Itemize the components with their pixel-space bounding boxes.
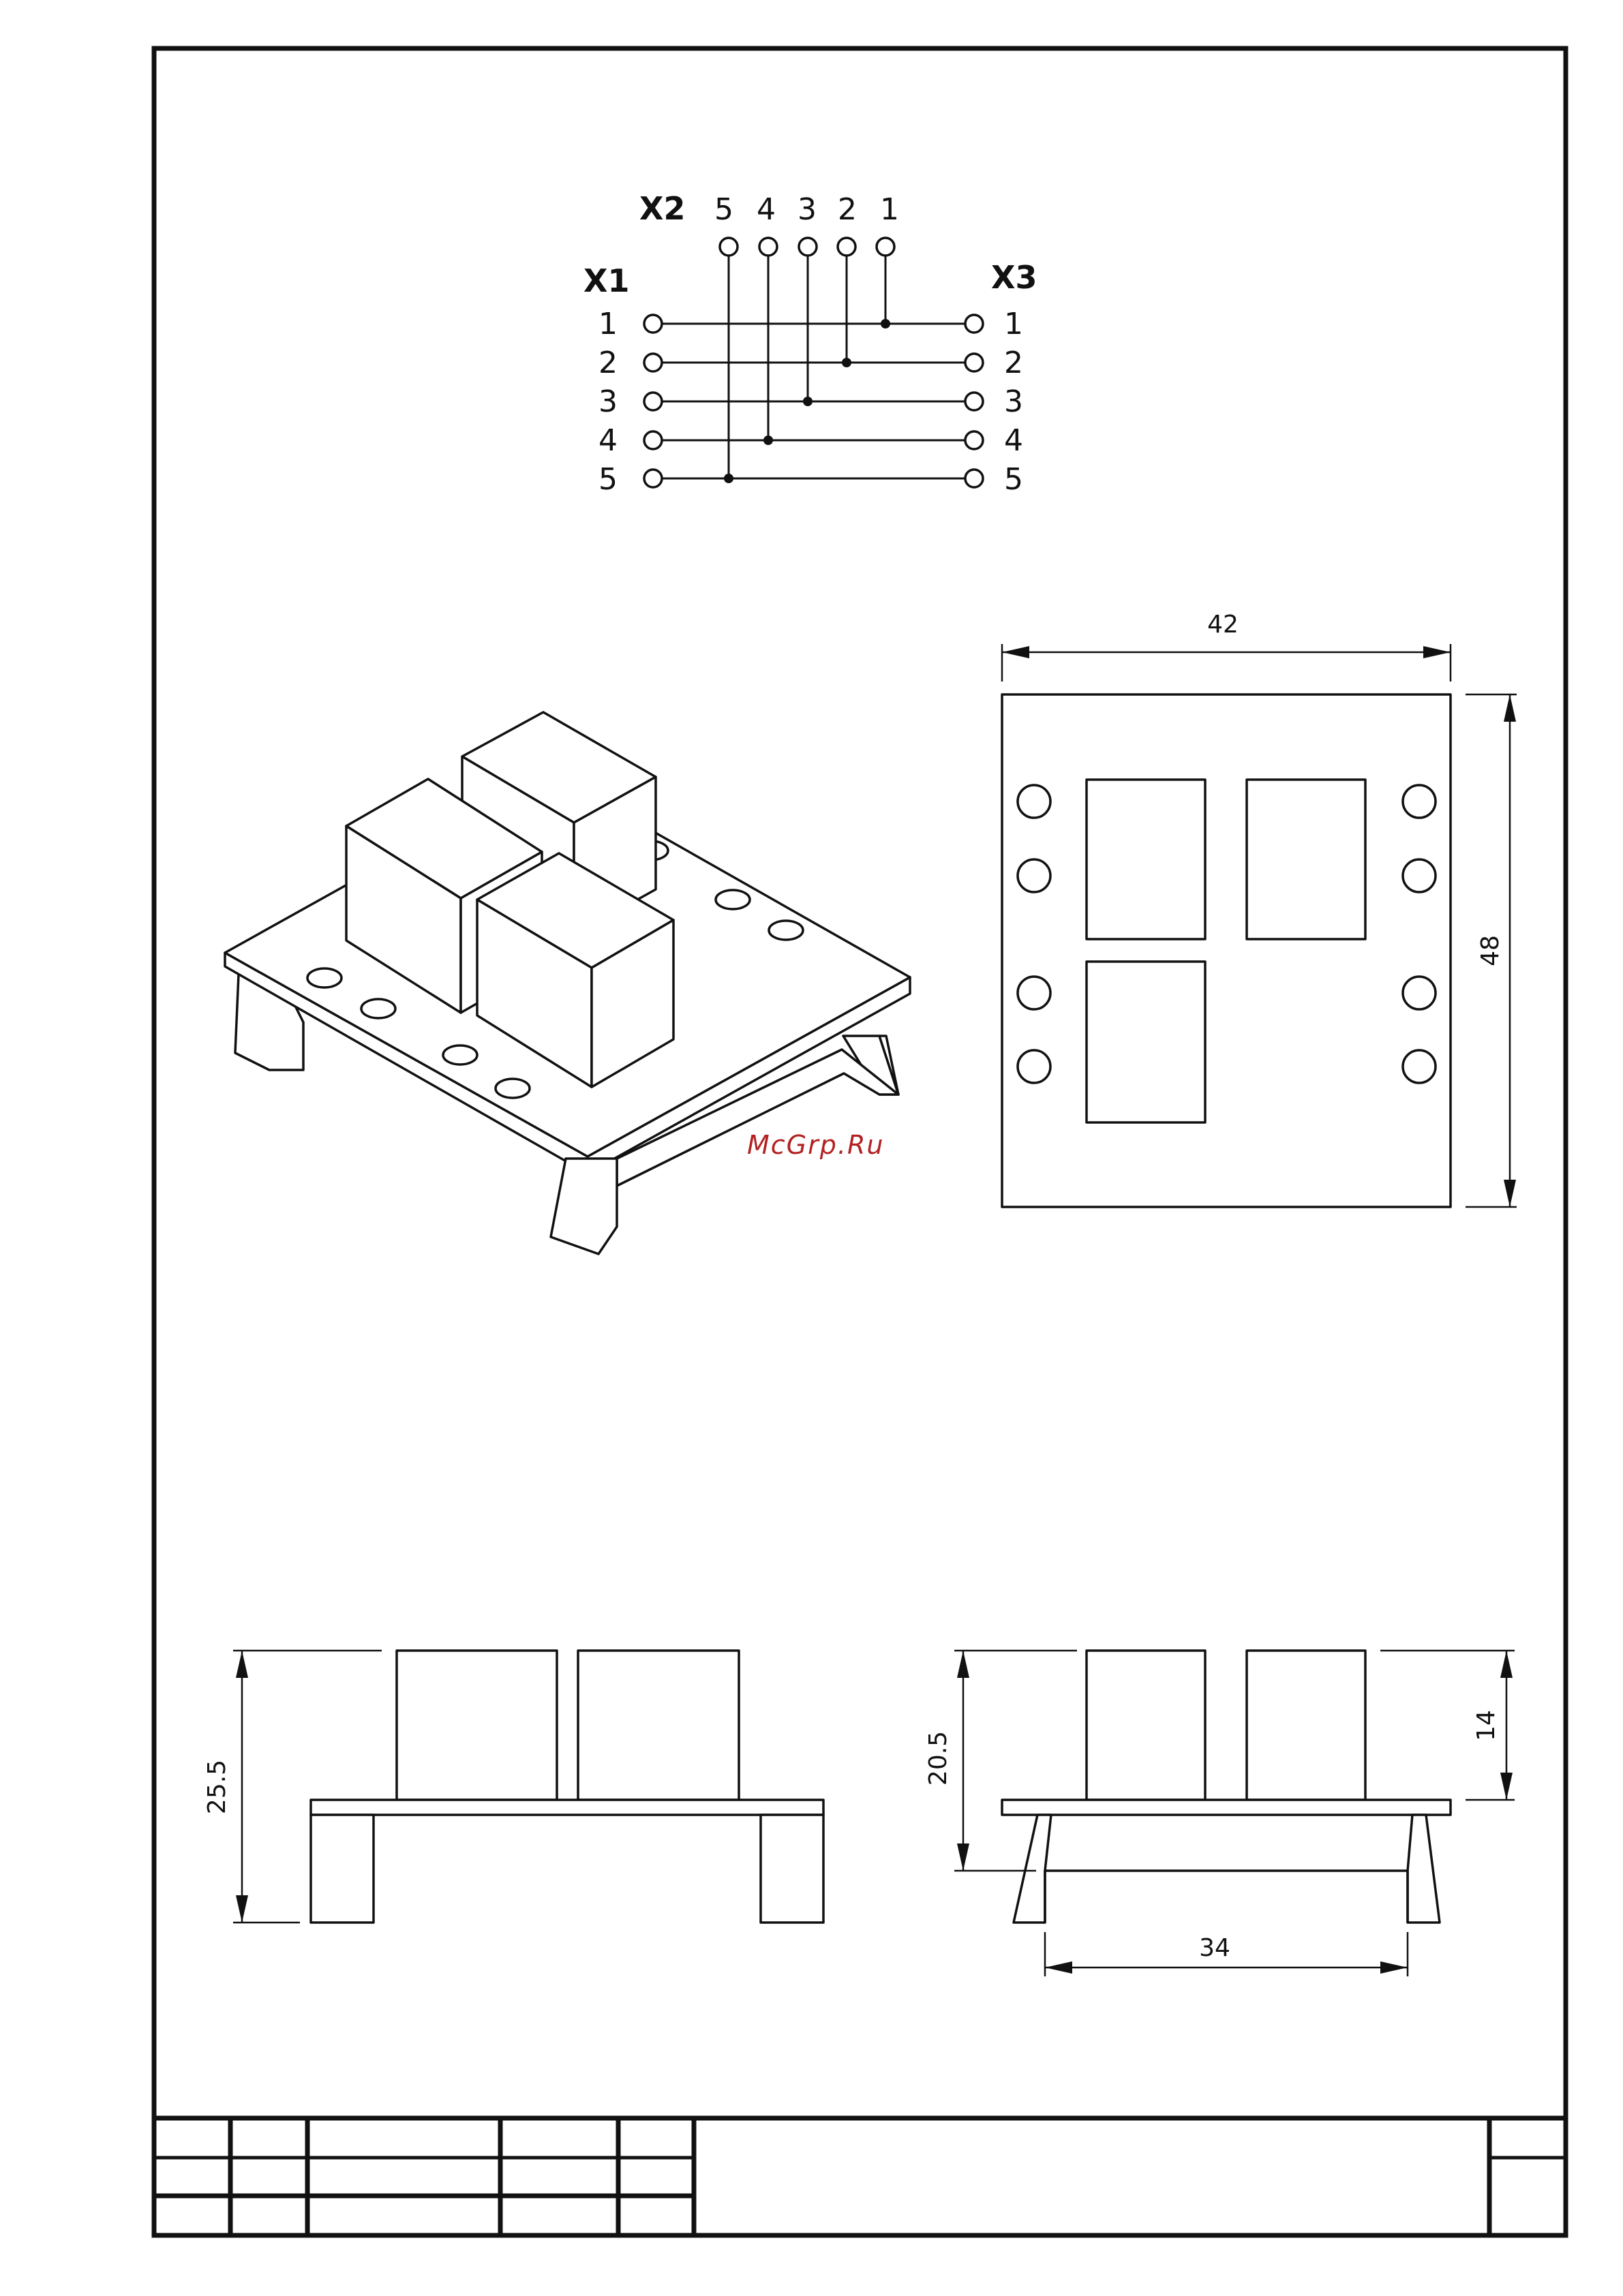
x3-pin: [965, 354, 983, 371]
mounting-hole: [443, 1045, 477, 1065]
wiring-schematic: [583, 190, 1037, 497]
dimension-label: 20.5: [924, 1730, 952, 1786]
front-view: [203, 1651, 823, 1923]
relay-outline: [1087, 780, 1205, 939]
mounting-hole: [1403, 859, 1436, 892]
x2-pin-label: 3: [798, 192, 817, 227]
x3-pin-label: 3: [1004, 384, 1023, 419]
dimension-label: 25.5: [203, 1759, 231, 1815]
mounting-hole: [1018, 1050, 1050, 1083]
x2-pin: [720, 238, 738, 256]
x1-pin: [644, 354, 662, 371]
connector-x3-label: X3: [991, 259, 1037, 296]
mounting-hole: [307, 968, 342, 988]
x1-pin-label: 5: [598, 462, 618, 497]
x1-pin: [644, 315, 662, 333]
x2-pin-label: 1: [880, 192, 899, 227]
isometric-view: [225, 712, 910, 1254]
dimension-label: 14: [1472, 1710, 1500, 1741]
relay-outline: [578, 1651, 739, 1800]
board-edge: [311, 1800, 823, 1815]
junction-dot: [881, 319, 890, 328]
relay-outline: [1247, 1651, 1365, 1800]
x2-pin: [838, 238, 855, 256]
x3-pin-label: 1: [1004, 307, 1023, 341]
side-view: [924, 1651, 1515, 1976]
mounting-hole: [1403, 785, 1436, 818]
top-view: [1002, 611, 1517, 1207]
mounting-hole: [1403, 977, 1436, 1009]
x1-pin-label: 4: [598, 423, 618, 458]
x3-pin: [965, 393, 983, 410]
x1-pin: [644, 431, 662, 449]
mounting-hole: [361, 999, 395, 1018]
dimension-height: [924, 1651, 1077, 1871]
dimension-height: [1466, 694, 1517, 1207]
mounting-hole: [1403, 1050, 1436, 1083]
mounting-hole: [1018, 977, 1050, 1009]
leg-outline: [311, 1815, 374, 1923]
mounting-hole: [1018, 785, 1050, 818]
x3-pin-label: 4: [1004, 423, 1023, 458]
connector-x2-label: X2: [639, 190, 686, 227]
dimension-height: [1380, 1651, 1515, 1800]
x3-pin: [965, 315, 983, 333]
junction-dot: [842, 358, 851, 367]
leg-outline: [1408, 1815, 1440, 1923]
relay-outline: [1087, 1651, 1205, 1800]
junction-dot: [803, 397, 813, 406]
top-board: [1002, 694, 1451, 1207]
dimension-label: 48: [1476, 935, 1504, 966]
mounting-hole: [769, 921, 803, 940]
x3-pin-label: 2: [1004, 346, 1023, 380]
connector-x1-label: X1: [583, 262, 630, 299]
x1-pin-label: 2: [598, 346, 618, 380]
mounting-hole: [496, 1079, 530, 1098]
x3-pin: [965, 431, 983, 449]
x2-pin-label: 5: [714, 192, 733, 227]
x1-pin-label: 1: [598, 307, 618, 341]
mounting-hole: [716, 890, 750, 909]
x3-pin: [965, 470, 983, 487]
mounting-hole: [1018, 859, 1050, 892]
x2-pin: [799, 238, 817, 256]
relay-outline: [1247, 780, 1365, 939]
x2-pin-label: 2: [838, 192, 857, 227]
leg-outline: [761, 1815, 823, 1923]
board-edge: [1002, 1800, 1451, 1815]
dimension-width: [1045, 1932, 1408, 1976]
x2-pin-label: 4: [757, 192, 776, 227]
title-block: [154, 2118, 1566, 2235]
dimension-label: 42: [1207, 611, 1239, 639]
relay-outline: [397, 1651, 557, 1800]
x3-pin-label: 5: [1004, 462, 1023, 497]
rail-outline: [1045, 1871, 1408, 1923]
x1-pin: [644, 470, 662, 487]
x2-pin: [759, 238, 777, 256]
x1-pin-label: 3: [598, 384, 618, 419]
x2-pin: [877, 238, 894, 256]
x1-pin: [644, 393, 662, 410]
junction-dot: [763, 435, 773, 445]
iso-leg: [551, 1159, 617, 1254]
relay-outline: [1087, 962, 1205, 1122]
junction-dot: [724, 474, 733, 483]
dimension-label: 34: [1199, 1934, 1230, 1962]
watermark-text: McGrp.Ru: [747, 1130, 885, 1160]
dimension-width: [1002, 611, 1451, 682]
